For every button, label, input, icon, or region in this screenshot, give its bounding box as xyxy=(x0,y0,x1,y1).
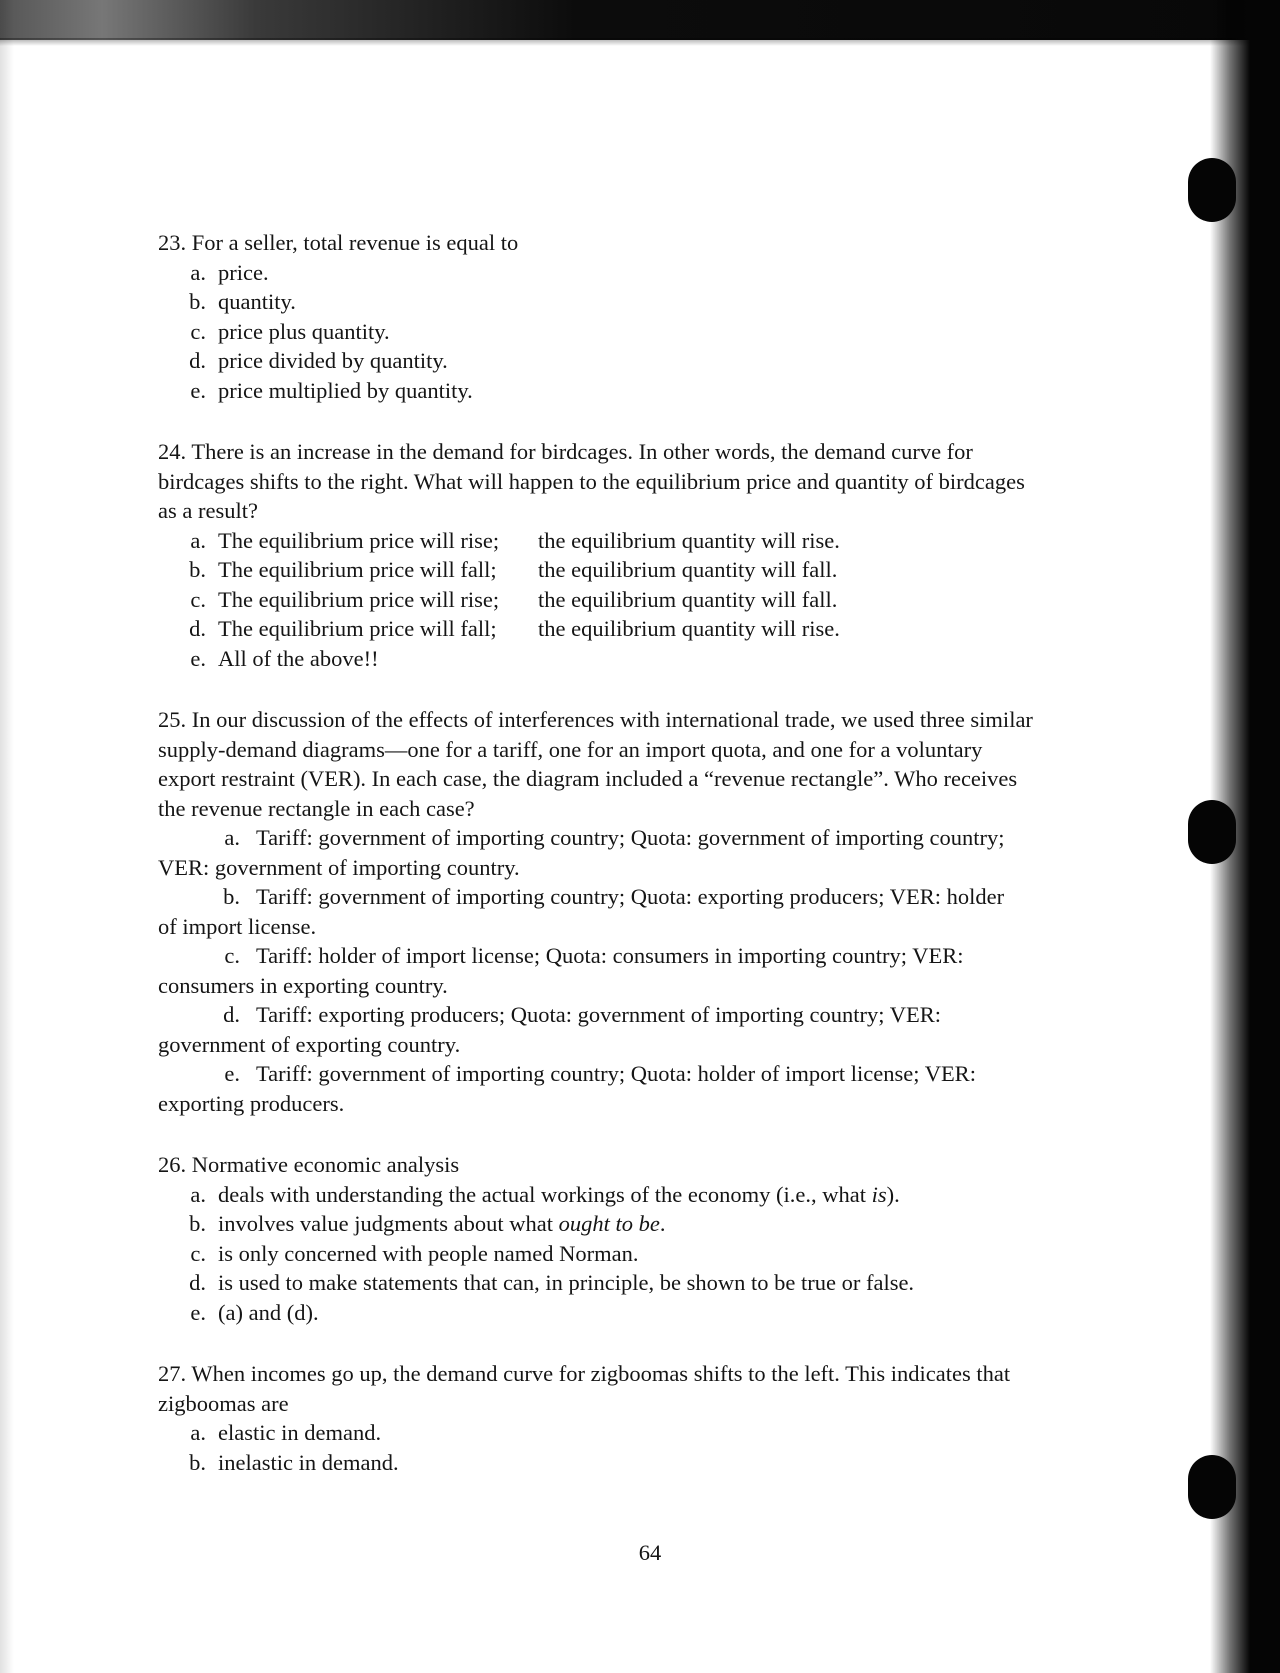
option-d: d. Tariff: exporting producers; Quota: government of importing country; VER: government of exporting country. xyxy=(158,1002,941,1057)
option-c: c. Tariff: holder of import license; Quota: consumers in importing country; VER: consumers in exporting country. xyxy=(158,943,964,998)
option-e: e. price multiplied by quantity. xyxy=(190,377,473,403)
option-a: a. price. xyxy=(190,259,269,285)
question-26 xyxy=(158,1150,1138,1327)
option-a: a. elastic in demand. xyxy=(190,1420,382,1445)
page-number: 64 xyxy=(638,1540,662,1565)
question-stem-line: as a result? xyxy=(158,498,258,523)
option-b: b. The equilibrium price will fall; the equilibrium quantity will fall. xyxy=(189,557,838,582)
question-stem: 23. For a seller, total revenue is equal to xyxy=(158,230,519,255)
option-e: e. (a) and (d). xyxy=(190,1299,319,1325)
question-stem-line: the revenue rectangle in each case? xyxy=(158,795,475,821)
option-b: b. inelastic in demand. xyxy=(189,1449,399,1475)
option-e: e. Tariff: government of importing country; Quota: holder of import license; VER: exporting producers. xyxy=(158,1061,976,1116)
question-stem-line: 27. When incomes go up, the demand curve for zigboomas shifts to the left. This indicates that xyxy=(158,1361,1011,1386)
option-a: a. deals with understanding the actual workings of the economy (i.e., what is). xyxy=(190,1181,900,1207)
question-stem-line: birdcages shifts to the right. What will happen to the equilibrium price and quantity of birdcages xyxy=(158,468,1025,494)
option-d: d. The equilibrium price will fall; the equilibrium quantity will rise. xyxy=(189,616,840,641)
question-23 xyxy=(158,228,1138,405)
option-d: d. is used to make statements that can, in principle, be shown to be true or false. xyxy=(189,1270,915,1295)
exam-page xyxy=(158,228,1138,1509)
option-b: b. Tariff: government of importing country; Quota: exporting producers; VER: holder of import license. xyxy=(158,884,1005,939)
question-stem-line: supply-demand diagrams—one for a tariff, one for an import quota, and one for a voluntary xyxy=(158,736,983,762)
option-d: d. price divided by quantity. xyxy=(189,348,448,373)
question-27 xyxy=(158,1359,1138,1477)
question-24 xyxy=(158,437,1138,673)
option-c: c. The equilibrium price will rise; the equilibrium quantity will fall. xyxy=(190,586,838,612)
binder-hole xyxy=(1188,800,1236,864)
question-stem-line: zigboomas are xyxy=(158,1390,289,1416)
option-b: b. quantity. xyxy=(189,289,296,314)
scan-top-edge xyxy=(0,0,1280,40)
question-stem-line: export restraint (VER). In each case, the diagram included a “revenue rectangle”. Who receives xyxy=(158,766,1018,791)
question-stem: 26. Normative economic analysis xyxy=(158,1152,460,1177)
option-b: b. involves value judgments about what ought to be. xyxy=(189,1211,666,1236)
binder-hole xyxy=(1188,1455,1236,1519)
option-a: a. Tariff: government of importing country; Quota: government of importing country; VER: government of importing country. xyxy=(158,825,1005,880)
question-stem-line: 25. In our discussion of the effects of interferences with international trade, we used three similar xyxy=(158,707,1033,732)
binder-hole xyxy=(1188,158,1236,222)
option-c: c. is only concerned with people named Norman. xyxy=(190,1240,639,1266)
question-25 xyxy=(158,705,1138,1118)
option-c: c. price plus quantity. xyxy=(190,318,390,344)
option-a: a. The equilibrium price will rise; the equilibrium quantity will rise. xyxy=(190,527,840,553)
question-stem-line: 24. There is an increase in the demand for birdcages. In other words, the demand curve for xyxy=(158,439,973,464)
option-e: e. All of the above!! xyxy=(190,645,379,671)
scan-left-shadow xyxy=(0,0,14,1673)
